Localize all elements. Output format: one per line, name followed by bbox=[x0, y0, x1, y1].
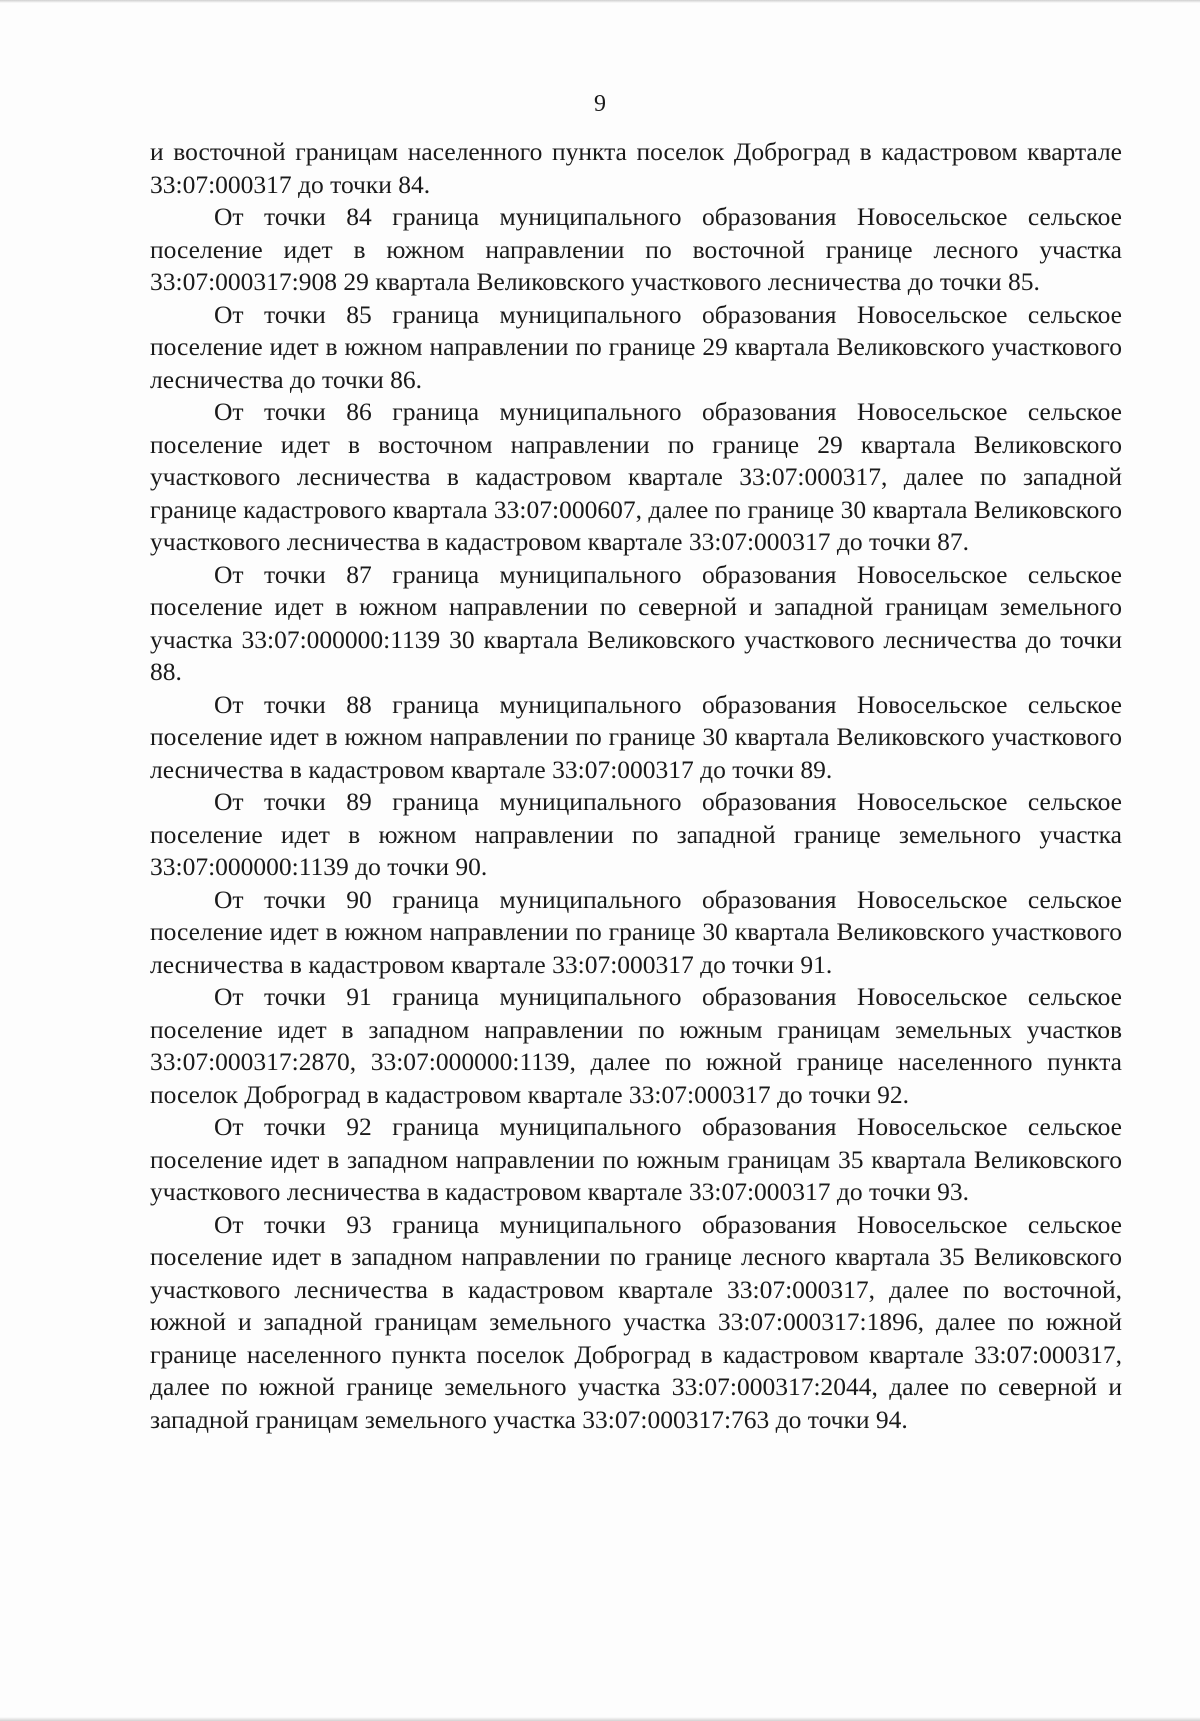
page-number: 9 bbox=[594, 91, 606, 117]
document-body bbox=[150, 136, 1122, 1436]
paragraph-point-93: От точки 93 граница муниципального образования Новосельское сельское поселение идет в западном направлении по границе лесного квартала 35 Великовского участкового лесничества в кадастровом квартале 33:07:000317, далее по восточной, южной и западной границам земельного участка 33:07:000317:1896, далее по южной границе населенного пункта поселок Доброград в кадастровом квартале 33:07:000317, далее по южной границе земельного участка 33:07:000317:2044, далее по северной и западной границам земельного участка 33:07:000317:763 до точки 94. bbox=[150, 1209, 1122, 1434]
paragraph-point-87: От точки 87 граница муниципального образования Новосельское сельское поселение идет в южном направлении по северной и западной границам земельного участка 33:07:000000:1139 30 квартала Великовского участкового лесничества до точки 88. bbox=[150, 559, 1122, 686]
scan-bottom-edge bbox=[0, 1717, 1200, 1721]
paragraph-point-90: От точки 90 граница муниципального образования Новосельское сельское поселение идет в южном направлении по границе 30 квартала Великовского участкового лесничества в кадастровом квартале 33:07:000317 до точки 91. bbox=[150, 884, 1122, 979]
paragraph-continuation: и восточной границам населенного пункта поселок Доброград в кадастровом квартале 33:07:000317 до точки 84. bbox=[150, 137, 1122, 199]
paragraph-point-88: От точки 88 граница муниципального образования Новосельское сельское поселение идет в южном направлении по границе 30 квартала Великовского участкового лесничества в кадастровом квартале 33:07:000317 до точки 89. bbox=[150, 689, 1122, 784]
paragraph-point-84: От точки 84 граница муниципального образования Новосельское сельское поселение идет в южном направлении по восточной границе лесного участка 33:07:000317:908 29 квартала Великовского участкового лесничества до точки 85. bbox=[150, 202, 1122, 296]
paragraph-point-91: От точки 91 граница муниципального образования Новосельское сельское поселение идет в западном направлении по южным границам земельных участков 33:07:000317:2870, 33:07:000000:1139, далее по южной границе населенного пункта поселок Доброград в кадастровом квартале 33:07:000317 до точки 92. bbox=[150, 982, 1122, 1109]
paragraph-point-92: От точки 92 граница муниципального образования Новосельское сельское поселение идет в западном направлении по южным границам 35 квартала Великовского участкового лесничества в кадастровом квартале 33:07:000317 до точки 93. bbox=[150, 1112, 1122, 1206]
scan-top-edge bbox=[0, 0, 1200, 3]
paragraph-point-89: От точки 89 граница муниципального образования Новосельское сельское поселение идет в южном направлении по западной границе земельного участка 33:07:000000:1139 до точки 90. bbox=[150, 787, 1122, 881]
paragraph-point-86: От точки 86 граница муниципального образования Новосельское сельское поселение идет в восточном направлении по границе 29 квартала Великовского участкового лесничества в кадастровом квартале 33:07:000317, далее по западной границе кадастрового квартала 33:07:000607, далее по границе 30 квартала Великовского участкового лесничества в кадастровом квартале 33:07:000317 до точки 87. bbox=[150, 397, 1122, 556]
paragraph-point-85: От точки 85 граница муниципального образования Новосельское сельское поселение идет в южном направлении по границе 29 квартала Великовского участкового лесничества до точки 86. bbox=[150, 299, 1122, 394]
